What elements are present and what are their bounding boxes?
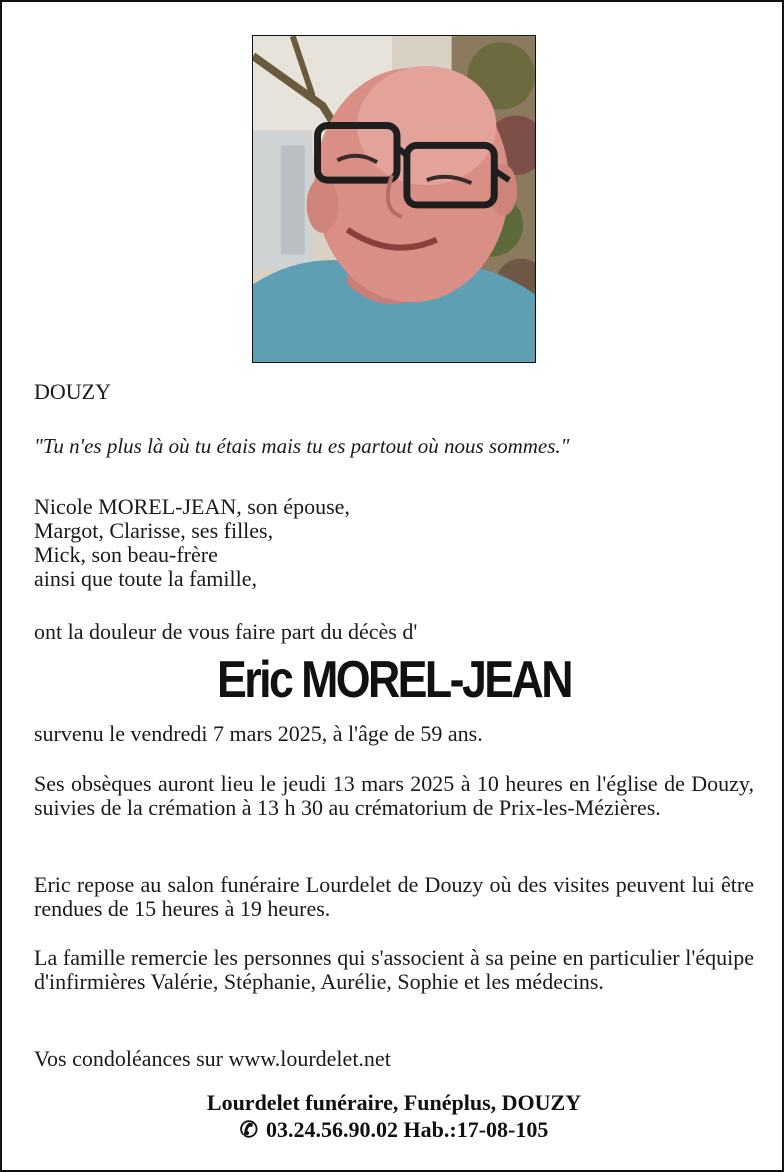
repose-info: Eric repose au salon funéraire Lourdelet de Douzy où des visites peuvent lui être rendues de 15 heures à 19 heures. bbox=[34, 872, 754, 921]
funeral-home-name: Lourdelet funéraire, Funéplus, DOUZY bbox=[206, 1090, 582, 1115]
portrait-photo bbox=[252, 35, 536, 363]
funeral-info: Ses obsèques auront lieu le jeudi 13 mars 2025 à 10 heures en l'église de Douzy, suivies de la crémation à 13 h 30 au crématorium de Prix-les-Mézières. bbox=[34, 771, 754, 820]
family-line: ainsi que toute la famille, bbox=[34, 566, 257, 591]
telephone-icon: ✆ bbox=[239, 1117, 259, 1142]
announcement: ont la douleur de vous faire part du décès d' bbox=[34, 619, 418, 644]
condolences-line: Vos condoléances sur www.lourdelet.net bbox=[34, 1046, 391, 1071]
phone-number: 03.24.56.90.02 Hab.:17-08-105 bbox=[266, 1117, 549, 1142]
location: DOUZY bbox=[34, 379, 111, 404]
family-list bbox=[34, 495, 754, 591]
thanks-message: La famille remercie les personnes qui s'associent à sa peine en particulier l'équipe d'infirmières Valérie, Stéphanie, Aurélie, Sophie et les médecins. bbox=[34, 945, 754, 994]
death-info: survenu le vendredi 7 mars 2025, à l'âge de 59 ans. bbox=[34, 721, 483, 746]
deceased-name: Eric MOREL-JEAN bbox=[217, 651, 571, 709]
family-line: Nicole MOREL-JEAN, son épouse, bbox=[34, 494, 350, 519]
epitaph-quote: "Tu n'es plus là où tu étais mais tu es partout où nous sommes." bbox=[34, 434, 570, 458]
family-line: Mick, son beau-frère bbox=[34, 542, 218, 567]
funeral-home-contact bbox=[2, 1117, 784, 1143]
portrait-illustration bbox=[253, 36, 535, 362]
family-line: Margot, Clarisse, ses filles, bbox=[34, 518, 274, 543]
